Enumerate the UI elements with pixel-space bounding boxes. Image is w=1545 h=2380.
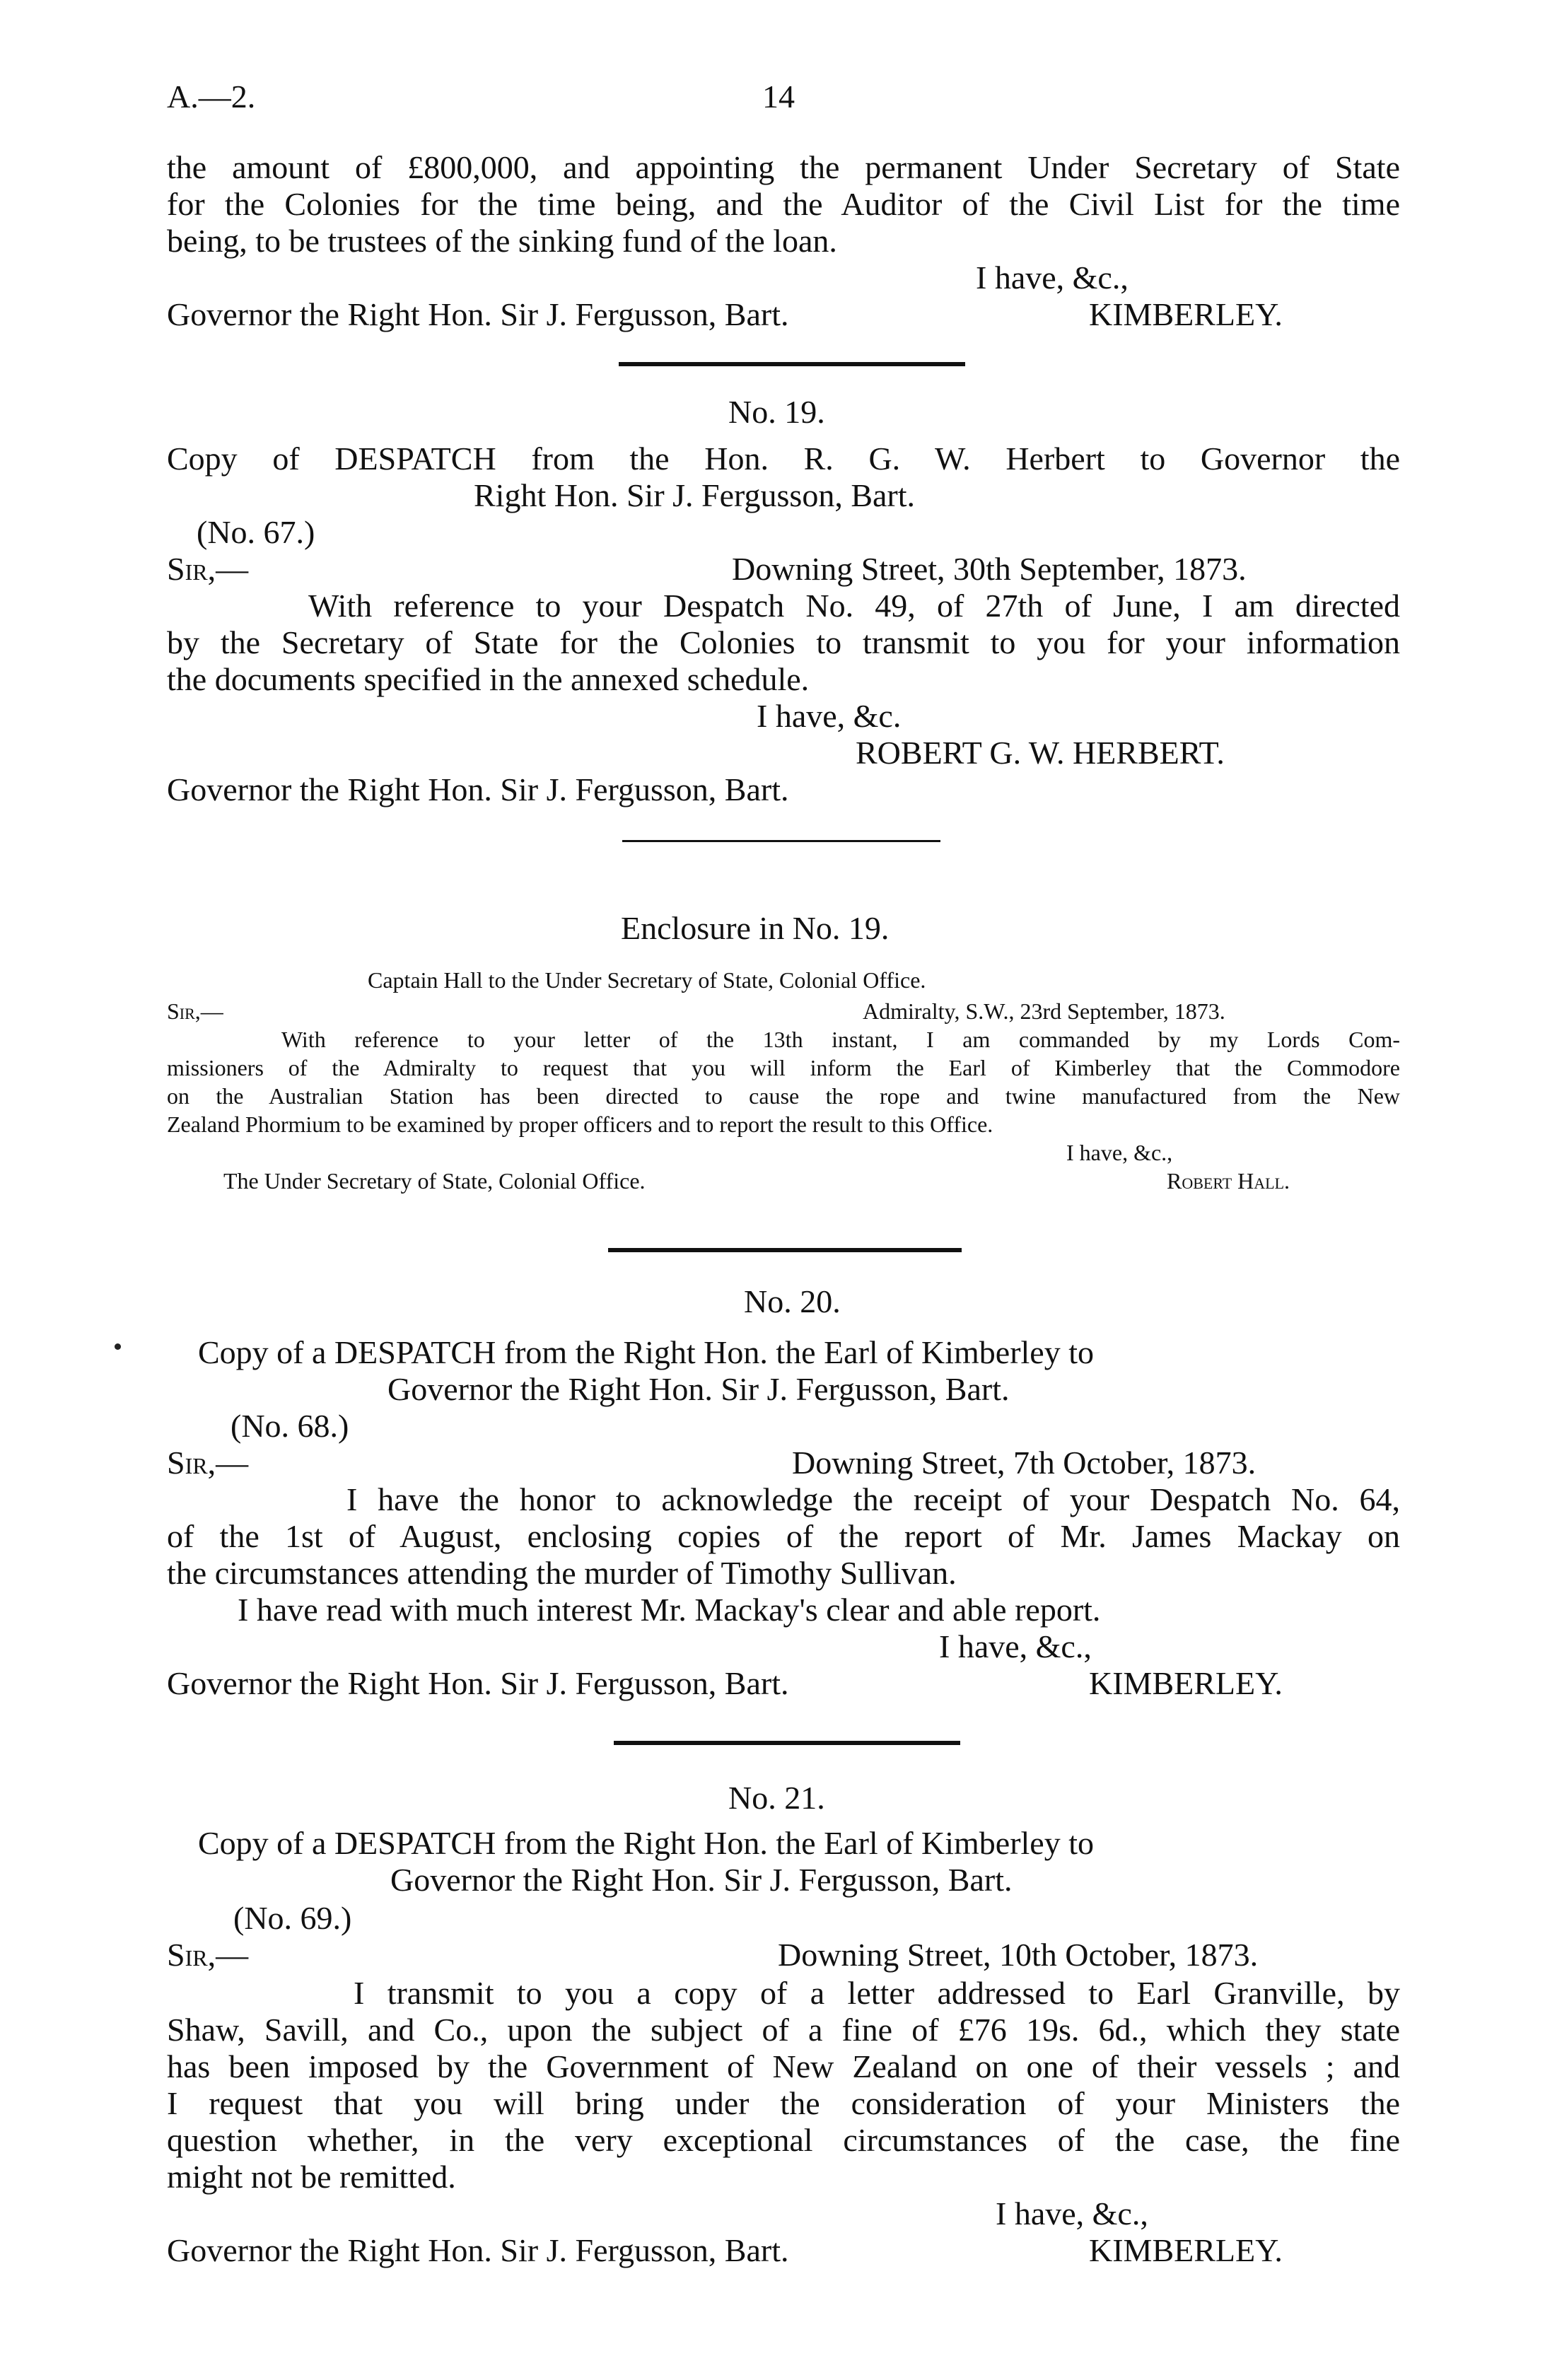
body-line: by the Secretary of State for the Colonies to transmit to you for your information [167,624,1400,660]
despatch-ref: (No. 67.) [197,514,315,550]
salutation: Sir,— [167,1937,249,1973]
body-line: the amount of £800,000, and appointing the permanent Under Secretary of State [167,149,1400,185]
place-date: Downing Street, 10th October, 1873. [778,1937,1259,1973]
salutation: Sir,— [167,998,223,1024]
section-divider [622,840,940,842]
document-code: A.—2. [167,78,256,115]
enclosure-subheading: Captain Hall to the Under Secretary of State, Colonial Office. [368,967,926,993]
place-date: Admiralty, S.W., 23rd September, 1873. [863,998,1225,1024]
enclosure-heading: Enclosure in No. 19. [621,910,890,946]
signature: ROBERT G. W. HERBERT. [856,735,1225,771]
body-line: Shaw, Savill, and Co., upon the subject of a fine of £76 19s. 6d., which they state [167,2012,1400,2048]
body-line: might not be remitted. [167,2159,456,2195]
despatch-title: Copy of DESPATCH from the Hon. R. G. W. Herbert to Governor the [167,441,1400,477]
section-divider [614,1741,960,1745]
closing-line: I have, &c., [1066,1140,1173,1165]
signature: KIMBERLEY. [1089,296,1283,332]
despatch-number: No. 19. [728,394,825,430]
body-line: With reference to your letter of the 13th instant, I am commanded by my Lords Com- [281,1027,1400,1052]
body-line: missioners of the Admiralty to request that you will inform the Earl of Kimberley that the Commodore [167,1055,1400,1080]
despatch-title-cont: Governor the Right Hon. Sir J. Fergusson, Bart. [387,1371,1010,1407]
addressee: Governor the Right Hon. Sir J. Fergusson, Bart. [167,296,789,332]
addressee: Governor the Right Hon. Sir J. Fergusson, Bart. [167,771,789,807]
closing-line: I have, &c., [976,259,1129,296]
body-line: for the Colonies for the time being, and the Auditor of the Civil List for the time [167,186,1400,222]
body-line: being, to be trustees of the sinking fund of the loan. [167,223,837,259]
despatch-title-cont: Right Hon. Sir J. Fergusson, Bart. [474,477,916,513]
closing-line: I have, &c. [757,698,902,734]
signature: Robert Hall. [1167,1168,1290,1194]
addressee: The Under Secretary of State, Colonial Office. [223,1168,646,1194]
body-line: Zealand Phormium to be examined by proper officers and to report the result to this Office. [167,1112,993,1137]
body-line: I transmit to you a copy of a letter addressed to Earl Granville, by [354,1975,1400,2011]
despatch-ref: (No. 68.) [231,1408,349,1444]
despatch-ref: (No. 69.) [233,1900,352,1936]
salutation: Sir,— [167,551,249,587]
section-divider [619,362,965,366]
addressee: Governor the Right Hon. Sir J. Fergusson, Bart. [167,2232,789,2268]
body-line: I have read with much interest Mr. Mackay's clear and able report. [238,1592,1101,1628]
signature: KIMBERLEY. [1089,1665,1283,1701]
despatch-title: Copy of a DESPATCH from the Right Hon. the Earl of Kimberley to [198,1825,1094,1861]
body-line: the circumstances attending the murder of Timothy Sullivan. [167,1555,957,1591]
body-line: With reference to your Despatch No. 49, of 27th of June, I am directed [308,588,1400,624]
body-line: the documents specified in the annexed schedule. [167,661,810,697]
despatch-number: No. 21. [728,1780,825,1816]
body-line: I request that you will bring under the consideration of your Ministers the [167,2085,1400,2121]
body-line: on the Australian Station has been directed to cause the rope and twine manufactured from the New [167,1083,1400,1109]
body-line: I have the honor to acknowledge the receipt of your Despatch No. 64, [346,1481,1400,1517]
body-line: has been imposed by the Government of New Zealand on one of their vessels ; and [167,2048,1400,2084]
closing-line: I have, &c., [996,2195,1148,2232]
place-date: Downing Street, 30th September, 1873. [732,551,1247,587]
section-divider [608,1248,962,1252]
body-line: of the 1st of August, enclosing copies of the report of Mr. James Mackay on [167,1518,1400,1554]
despatch-number: No. 20. [744,1283,841,1319]
closing-line: I have, &c., [939,1628,1092,1664]
despatch-title-cont: Governor the Right Hon. Sir J. Fergusson, Bart. [390,1862,1013,1898]
margin-mark [115,1343,121,1350]
despatch-title: Copy of a DESPATCH from the Right Hon. the Earl of Kimberley to [198,1334,1094,1370]
place-date: Downing Street, 7th October, 1873. [792,1445,1257,1481]
page-number: 14 [762,78,795,115]
addressee: Governor the Right Hon. Sir J. Fergusson, Bart. [167,1665,789,1701]
body-line: question whether, in the very exceptional circumstances of the case, the fine [167,2122,1400,2158]
signature: KIMBERLEY. [1089,2232,1283,2268]
salutation: Sir,— [167,1445,249,1481]
